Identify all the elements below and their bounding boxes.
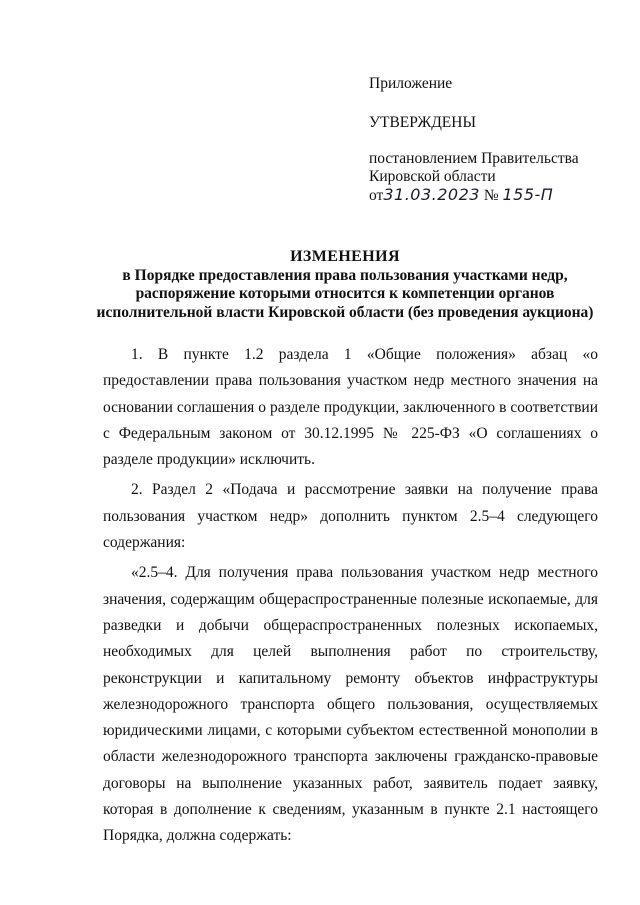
title-line-1: в Порядке предоставления права пользования участками недр,: [122, 266, 568, 284]
date-prefix: от: [369, 187, 384, 204]
number-prefix: №: [483, 187, 499, 204]
decree-line-1: постановлением Правительства: [369, 150, 579, 167]
decree-reference: [369, 150, 579, 205]
title-line-3: исполнительной власти Кировской области (без проведения аукциона): [96, 303, 594, 321]
paragraph-2: 2. Раздел 2 «Подача и рассмотрение заявки на получение права пользования участком недр» дополнить пунктом 2.5–4 следующего содержания:: [103, 481, 598, 552]
approved-label: УТВЕРЖДЕНЫ: [369, 114, 476, 131]
paragraph-3: «2.5–4. Для получения права пользования участком недр местного значения, содержащим общераспространенные полезные ископаемые, для разведки и добычи общераспространенных полезных ископаемых, необходимых для целей выполнения работ по строительству, реконструкции и капитальному ремонту объектов инфраструктуры железнодорожного транспорта общего пользования, осуществляемых юридическими лицами, с которыми субъектом естественной монополии в области железнодорожного транспорта заключены гражданско-правовые договоры на выполнение указанных работ, заявитель подает заявку, которая в дополнение к сведениям, указанным в пункте 2.1 настоящего Порядка, должна содержать:: [103, 564, 598, 845]
handwritten-number: 155-П: [502, 185, 554, 204]
appendix-label: Приложение: [369, 75, 453, 92]
title-line-2: распоряжение которыми относится к компетенции органов: [135, 285, 555, 302]
title-main: ИЗМЕНЕНИЯ: [290, 248, 400, 265]
decree-line-2: Кировской области: [369, 168, 496, 185]
decree-date-line: [369, 186, 579, 205]
document-title: [80, 248, 610, 322]
paragraph-1: 1. В пункте 1.2 раздела 1 «Общие положения» абзац «о предоставлении права пользования участком недр местного значения на основании соглашения о разделе продукции, заключенного в соответствии с Федеральным законом от 30.12.1995 № 225-ФЗ «О соглашениях о разделе продукции» исключить.: [103, 346, 598, 469]
document-body: [103, 342, 598, 850]
handwritten-date: 31.03.2023: [383, 185, 480, 204]
